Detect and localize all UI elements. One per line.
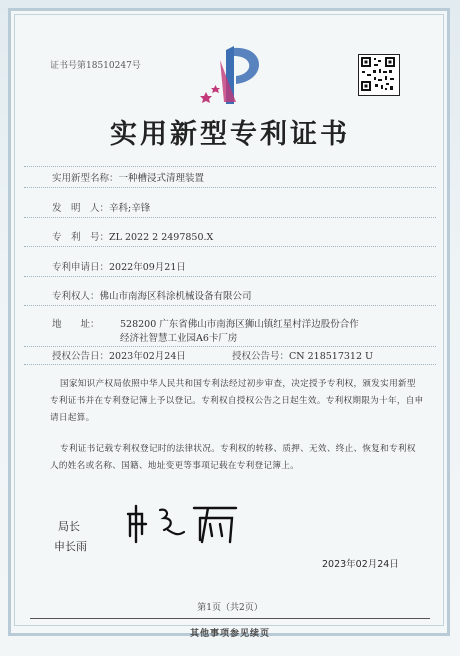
field-value: 一种槽浸式清理装置 bbox=[118, 173, 205, 184]
field-label: 实用新型名称： bbox=[52, 173, 119, 184]
field-label: 专 利 号： bbox=[52, 232, 110, 243]
divider bbox=[24, 246, 436, 247]
field-value: 辛科;辛锋 bbox=[109, 203, 151, 214]
page-title: 实用新型专利证书 bbox=[110, 119, 350, 150]
field-value: 2023年02月24日 bbox=[109, 351, 186, 362]
divider bbox=[24, 276, 436, 277]
paragraph-grant-line2: 专利证书并在专利登记簿上予以登记。专利权自授权公告之日起生效。专利权期限为十年，自申 bbox=[50, 396, 424, 406]
field-value: 佛山市南海区科涂机械设备有限公司 bbox=[99, 291, 252, 302]
divider bbox=[24, 305, 436, 306]
continued-note: 其他事项参见续页 bbox=[189, 629, 270, 639]
cnipa-logo-icon bbox=[196, 40, 276, 112]
field-value: CN 218517312 U bbox=[289, 351, 374, 362]
divider bbox=[24, 166, 436, 167]
paragraph-grant-line1: 国家知识产权局依照中华人民共和国专利法经过初步审查，决定授予专利权，颁发实用新型 bbox=[60, 379, 416, 389]
field-address-line2: 经济社智慧工业园A6卡厂房 bbox=[120, 333, 238, 344]
divider bbox=[24, 364, 436, 365]
handwritten-signature bbox=[124, 500, 244, 546]
field-value: ZL 2022 2 2497850.X bbox=[109, 232, 214, 243]
field-patent-name bbox=[52, 170, 204, 184]
field-inventor bbox=[52, 200, 150, 214]
field-patent-number bbox=[52, 229, 213, 243]
paragraph-grant-line3: 请日起算。 bbox=[50, 413, 95, 423]
field-application-date bbox=[52, 259, 186, 273]
signature-date: 2023年02月24日 bbox=[322, 559, 399, 570]
paragraph-status-line1: 专利证书记载专利权登记时的法律状况。专利权的转移、质押、无效、终止、恢复和专利权 bbox=[60, 444, 416, 454]
field-grant-number bbox=[232, 348, 373, 362]
qr-code-icon bbox=[358, 54, 400, 96]
field-grant-date bbox=[52, 348, 186, 362]
signatory-title: 局长 bbox=[58, 520, 80, 533]
field-label: 发 明 人： bbox=[52, 203, 110, 214]
field-address-line1: 528200 广东省佛山市南海区狮山镇红星村洋边股份合作 bbox=[120, 319, 359, 330]
divider bbox=[24, 187, 436, 188]
footer-rule bbox=[30, 618, 430, 619]
field-label: 授权公告号： bbox=[232, 351, 290, 362]
field-label: 专利申请日： bbox=[52, 262, 110, 273]
divider bbox=[24, 217, 436, 218]
field-label: 地 址： bbox=[52, 319, 100, 330]
field-address bbox=[52, 316, 100, 330]
field-label: 授权公告日： bbox=[52, 351, 110, 362]
page-number: 第1页（共2页） bbox=[197, 603, 263, 613]
field-label: 专利权人： bbox=[52, 291, 100, 302]
field-patentee bbox=[52, 288, 252, 302]
divider bbox=[24, 346, 436, 347]
signatory-name: 申长雨 bbox=[54, 540, 87, 553]
paragraph-status-line2: 人的姓名或名称、国籍、地址变更等事项记载在专利登记簿上。 bbox=[50, 461, 300, 471]
field-value: 2022年09月21日 bbox=[109, 262, 186, 273]
certificate-number: 证书号第18510247号 bbox=[50, 61, 141, 71]
